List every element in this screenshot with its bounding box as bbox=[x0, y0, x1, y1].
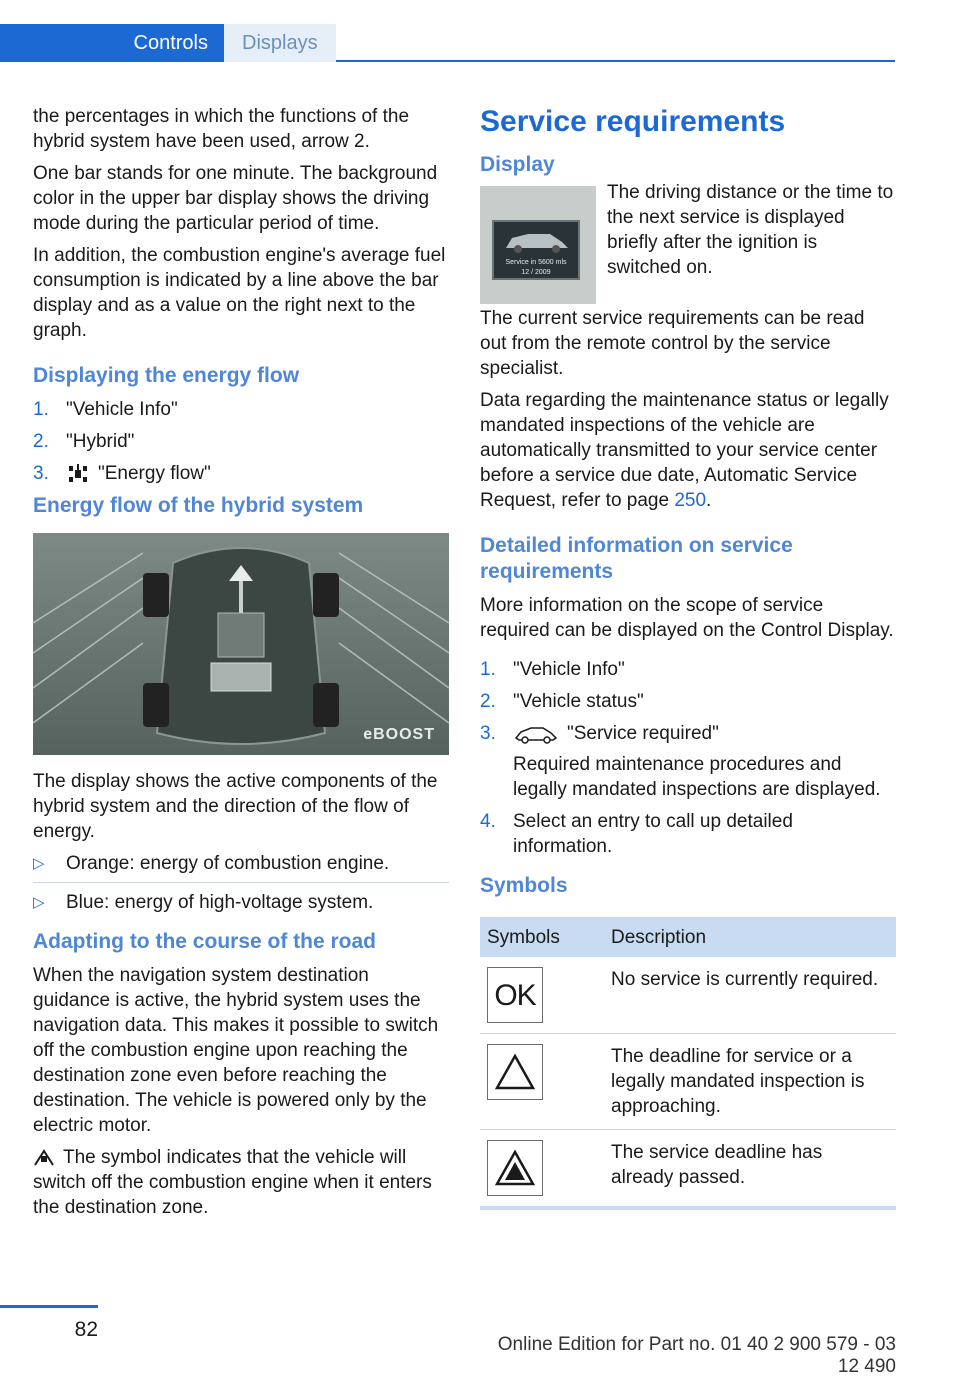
step-text: "Vehicle Info" bbox=[66, 399, 178, 420]
edition-text: Online Edition for Part no. 01 40 2 900 579 - 03 12 490 bbox=[497, 1334, 896, 1377]
paragraph: The current service requirements can be read out from the remote control by the service specialist. bbox=[480, 308, 865, 379]
paragraph: The driving distance or the time to the next service is displayed briefly after the ignition is switched on. bbox=[607, 182, 894, 278]
service-display-image bbox=[480, 186, 596, 304]
step-number: 4. bbox=[480, 811, 496, 832]
heading-adapting: Adapting to the course of the road bbox=[33, 930, 377, 953]
triangle-bullet-icon: ▷ bbox=[33, 894, 45, 911]
step-content bbox=[66, 461, 211, 486]
description-cell: The service deadline has already passed. bbox=[604, 1130, 896, 1209]
energy-flow-steps bbox=[33, 397, 449, 486]
table-row bbox=[480, 1034, 896, 1130]
step-content bbox=[513, 721, 896, 802]
car-outline-icon bbox=[513, 724, 559, 744]
paragraph-end: . bbox=[706, 490, 712, 511]
service-screen bbox=[492, 220, 580, 280]
heading-energy-flow-hybrid: Energy flow of the hybrid system bbox=[33, 494, 364, 517]
paragraph-data-transmission bbox=[480, 388, 896, 513]
description-cell: No service is currently required. bbox=[604, 957, 896, 1034]
bullet-text: Orange: energy of combustion engine. bbox=[66, 853, 390, 874]
step-number: 3. bbox=[480, 723, 496, 744]
table-row bbox=[480, 1130, 896, 1209]
step-text: "Vehicle Info" bbox=[513, 659, 625, 680]
right-column bbox=[480, 104, 896, 1210]
left-column bbox=[33, 104, 449, 1227]
list-item bbox=[480, 657, 896, 682]
step-number: 1. bbox=[480, 659, 496, 680]
list-item bbox=[33, 397, 449, 422]
step-text: "Energy flow" bbox=[98, 463, 211, 484]
warning-triangle-icon bbox=[487, 1044, 543, 1100]
table-row bbox=[480, 957, 896, 1034]
symbols-table bbox=[480, 917, 896, 1210]
display-row bbox=[480, 182, 896, 304]
list-item bbox=[33, 890, 449, 921]
paragraph-text: The symbol indicates that the vehicle will switch off the combustion engine when it enters the destination zone. bbox=[33, 1147, 432, 1218]
heading-energy-flow: Displaying the energy flow bbox=[33, 364, 300, 387]
bullet-text: Blue: energy of high-voltage system. bbox=[66, 892, 374, 913]
step-number: 3. bbox=[33, 463, 49, 484]
heading-detailed-info: Detailed information on service requirements bbox=[480, 534, 793, 583]
tab-displays-label: Displays bbox=[242, 31, 318, 54]
list-item bbox=[33, 461, 449, 486]
destination-zone-icon bbox=[33, 1149, 55, 1167]
energy-flow-icon bbox=[66, 464, 90, 484]
service-date-text: 12 / 2009 bbox=[521, 269, 551, 276]
service-steps bbox=[480, 657, 896, 859]
header-bar bbox=[0, 24, 895, 62]
eboost-label: eBOOST bbox=[363, 726, 435, 743]
service-distance-text: Service in 5600 mls bbox=[505, 259, 567, 266]
heading-display: Display bbox=[480, 153, 555, 176]
paragraph: More information on the scope of service required can be displayed on the Control Display. bbox=[480, 595, 894, 641]
page-number: 82 bbox=[74, 1318, 98, 1341]
footer-rule bbox=[0, 1305, 98, 1308]
tab-controls[interactable] bbox=[0, 24, 224, 62]
column-header-description: Description bbox=[604, 917, 896, 957]
step-number: 2. bbox=[33, 431, 49, 452]
list-item bbox=[480, 689, 896, 714]
ok-icon bbox=[487, 967, 543, 1023]
energy-flow-image bbox=[33, 533, 449, 755]
step-text: Select an entry to call up detailed information. bbox=[513, 811, 793, 857]
tab-controls-label: Controls bbox=[133, 31, 208, 54]
paragraph: When the navigation system destination guidance is active, the hybrid system uses the navigation data. This makes it possible to switch off the combustion engine upon reaching the destination zone even before reaching the destination. The vehicle is powered only by the electric motor. bbox=[33, 965, 439, 1136]
step-text: "Hybrid" bbox=[66, 431, 135, 452]
triangle-bullet-icon: ▷ bbox=[33, 855, 45, 872]
step-number: 2. bbox=[480, 691, 496, 712]
paragraph-text: Data regarding the maintenance status or legally mandated inspections of the vehicle are automatically transmitted to your service center before a service due date, Automatic Service Request, refer to page bbox=[480, 390, 889, 511]
paragraph: the percentages in which the functions of the hybrid system have been used, arrow 2. bbox=[33, 106, 410, 152]
step-text: "Vehicle status" bbox=[513, 691, 644, 712]
list-item bbox=[480, 809, 896, 859]
table-header-row bbox=[480, 917, 896, 957]
paragraph: In addition, the combustion engine's average fuel consumption is indicated by a line above the bar display and as a value on the right next to the graph. bbox=[33, 245, 446, 341]
filled-warning-triangle-icon bbox=[487, 1140, 543, 1196]
list-item bbox=[480, 721, 896, 802]
paragraph-with-icon bbox=[33, 1145, 449, 1220]
tab-displays[interactable] bbox=[224, 24, 336, 62]
symbol-cell bbox=[480, 1034, 604, 1130]
paragraph: One bar stands for one minute. The background color in the upper bar display shows the driving mode during the particular period of time. bbox=[33, 163, 438, 234]
column-header-symbols: Symbols bbox=[480, 917, 604, 957]
list-item bbox=[33, 851, 449, 883]
step-text: "Service required" bbox=[567, 723, 719, 744]
ok-label: OK bbox=[494, 978, 536, 1012]
step-subtext: Required maintenance procedures and legally mandated inspections are displayed. bbox=[513, 754, 881, 800]
heading-service-requirements: Service requirements bbox=[480, 105, 786, 138]
step-number: 1. bbox=[33, 399, 49, 420]
paragraph: The display shows the active components of the hybrid system and the direction of the flow of energy. bbox=[33, 771, 438, 842]
description-cell: The deadline for service or a legally mandated inspection is approaching. bbox=[604, 1034, 896, 1130]
symbol-cell bbox=[480, 957, 604, 1034]
color-legend-list bbox=[33, 851, 449, 921]
heading-symbols: Symbols bbox=[480, 874, 568, 897]
car-icon bbox=[494, 222, 578, 256]
symbol-cell bbox=[480, 1130, 604, 1209]
list-item bbox=[33, 429, 449, 454]
page-link[interactable]: 250 bbox=[674, 490, 707, 511]
